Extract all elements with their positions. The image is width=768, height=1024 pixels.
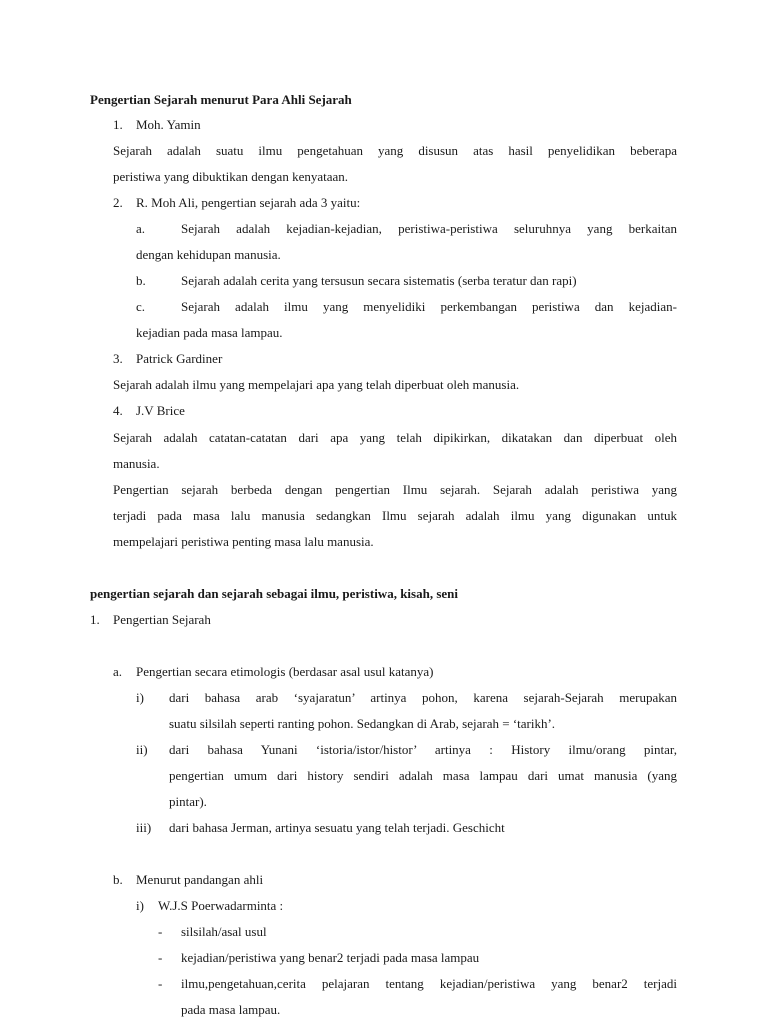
bullet-text: pada masa lampau.	[181, 1002, 281, 1017]
bullet-text: kejadian/peristiwa yang benar2 terjadi pada masa lampau	[181, 950, 480, 965]
paragraph-line: mempelajari peristiwa penting masa lalu manusia.	[113, 534, 374, 549]
section2-item-label: Pengertian Sejarah	[113, 612, 211, 627]
point-text: dari bahasa Yunani ‘istoria/istor/histor’ artinya : History ilmu/orang pintar,	[169, 742, 677, 757]
sub-heading: Menurut pandangan ahli	[136, 872, 264, 887]
sub-item-text: kejadian pada masa lampau.	[136, 325, 283, 340]
paragraph-line: manusia.	[113, 456, 160, 471]
point-text: pintar).	[169, 794, 207, 809]
list-number: 1.	[90, 612, 100, 627]
point-text: pengertian umum dari history sendiri adalah masa lampau dari umat manusia (yang	[169, 768, 677, 783]
sub-item-text: Sejarah adalah cerita yang tersusun secara sistematis (serba teratur dan rapi)	[181, 273, 577, 288]
bullet-dash: -	[158, 976, 163, 991]
roman-numeral: i)	[136, 690, 144, 705]
paragraph-line: peristiwa yang dibuktikan dengan kenyataan.	[113, 169, 349, 184]
sub-heading: Pengertian secara etimologis (berdasar asal usul katanya)	[136, 664, 434, 679]
sub-letter: a.	[136, 221, 146, 236]
sub-item-text: Sejarah adalah kejadian-kejadian, peristiwa-peristiwa seluruhnya yang berkaitan	[181, 221, 677, 236]
expert-name: R. Moh Ali, pengertian sejarah ada 3 yaitu:	[136, 195, 361, 210]
point-text: dari bahasa Jerman, artinya sesuatu yang telah terjadi. Geschicht	[169, 820, 505, 835]
roman-numeral: i)	[136, 898, 144, 913]
sub-letter: b.	[113, 872, 123, 887]
list-number: 3.	[113, 351, 123, 366]
bullet-dash: -	[158, 924, 163, 939]
paragraph-line: Sejarah adalah ilmu yang mempelajari apa yang telah diperbuat oleh manusia.	[113, 377, 520, 392]
list-number: 2.	[113, 195, 123, 210]
list-number: 1.	[113, 117, 123, 132]
list-number: 4.	[113, 403, 123, 418]
point-text: suatu silsilah seperti ranting pohon. Sedangkan di Arab, sejarah = ‘tarikh’.	[169, 716, 556, 731]
roman-numeral: ii)	[136, 742, 148, 757]
bullet-text: ilmu,pengetahuan,cerita pelajaran tentang kejadian/peristiwa yang benar2 terjadi	[181, 976, 677, 991]
sub-item-text: Sejarah adalah ilmu yang menyelidiki perkembangan peristiwa dan kejadian-	[181, 299, 677, 314]
sub-letter: b.	[136, 273, 146, 288]
paragraph-line: terjadi pada masa lalu manusia sedangkan Ilmu sejarah adalah ilmu yang digunakan untuk	[113, 508, 677, 523]
sub-item-text: dengan kehidupan manusia.	[136, 247, 281, 262]
paragraph-line: Sejarah adalah suatu ilmu pengetahuan yang disusun atas hasil penyelidikan beberapa	[113, 143, 677, 158]
bullet-dash: -	[158, 950, 163, 965]
expert-name: Patrick Gardiner	[136, 351, 223, 366]
paragraph-line: Pengertian sejarah berbeda dengan pengertian Ilmu sejarah. Sejarah adalah peristiwa yang	[113, 482, 677, 497]
point-text: dari bahasa arab ‘syajaratun’ artinya pohon, karena sejarah-Sejarah merupakan	[169, 690, 677, 705]
expert-name: J.V Brice	[136, 403, 185, 418]
bullet-text: silsilah/asal usul	[181, 924, 267, 939]
expert-name: W.J.S Poerwadarminta :	[158, 898, 284, 913]
sub-letter: a.	[113, 664, 123, 679]
paragraph-line: Sejarah adalah catatan-catatan dari apa yang telah dipikirkan, dikatakan dan diperbuat oleh	[113, 430, 677, 445]
section1-title: Pengertian Sejarah menurut Para Ahli Sejarah	[90, 92, 352, 107]
sub-letter: c.	[136, 299, 146, 314]
section2-title: pengertian sejarah dan sejarah sebagai ilmu, peristiwa, kisah, seni	[90, 586, 458, 601]
expert-name: Moh. Yamin	[136, 117, 201, 132]
roman-numeral: iii)	[136, 820, 152, 835]
